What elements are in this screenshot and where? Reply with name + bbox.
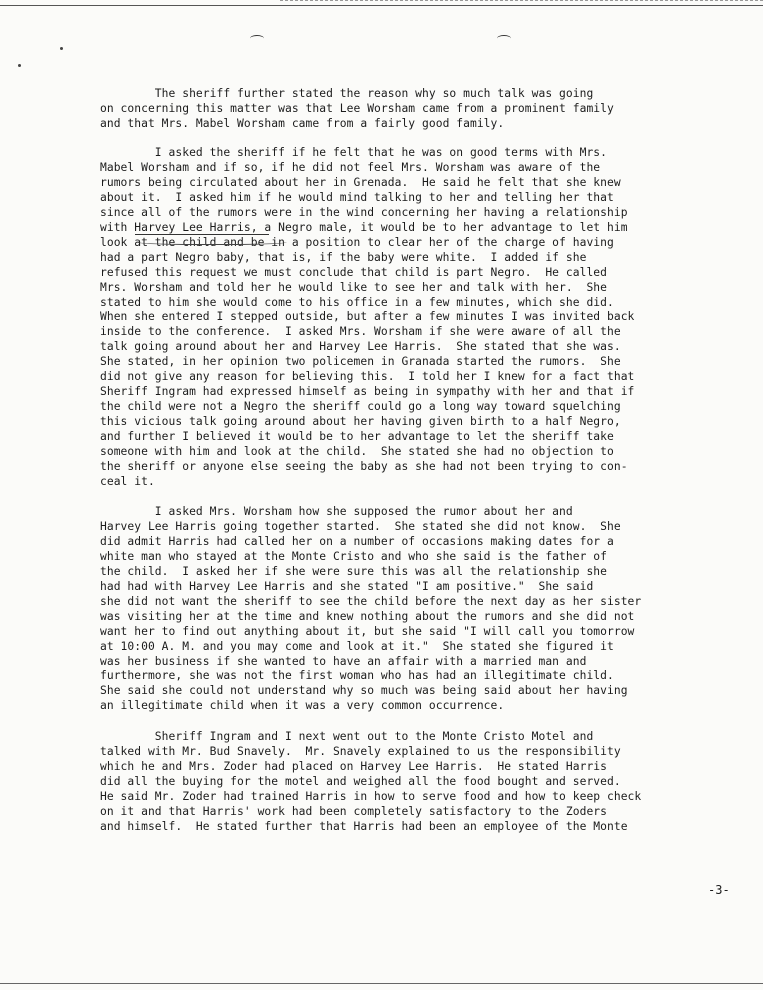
handwritten-underline <box>135 234 269 235</box>
page-number: -3- <box>708 883 730 897</box>
handwritten-strike-mark <box>137 238 287 245</box>
paragraph-2: I asked the sheriff if he felt that he was on good terms with Mrs. Mabel Worsham and if so, if he did not feel Mrs. Worsham was aware of the rumors being circulated about her in Grenada. He said he felt that she knew about it. I asked him if he would mind talking to her and telling her that since all of the rumors were in the wind concerning her having a relationship with Harvey Lee Harris, a Negro male, it would be to her advantage to let him look at the child and be in a position to clear her of the charge of having had a part Negro baby, that is, if the baby were white. I added if she refused this request we must conclude that child is part Negro. He called Mrs. Worsham and told her he would like to see her and talk with her. She stated to him she would come to his office in a few minutes, which she did. When she entered I stepped outside, but after a few minutes I was invited back inside to the conference. I asked Mrs. Worsham if she were aware of all the talk going around about her and Harvey Lee Harris. She stated that she was. She stated, in her opinion two policemen in Granada started the rumors. She did not give any reason for believing this. I told her I knew for a fact that Sheriff Ingram had expressed himself as being in sympathy with her and that if the child were not a Negro the sheriff could go a long way toward squelching this vicious talk going around about her having given birth to a half Negro, and further I believed it would be to her advantage to let the sheriff take someone with him and look at the child. She stated she had no objection to the sheriff or anyone else seeing the baby as she had not been trying to con- ceal it. <box>100 146 635 488</box>
top-border-line <box>0 5 763 6</box>
bottom-border-line <box>0 983 763 984</box>
paragraph-3: I asked Mrs. Worsham how she supposed the rumor about her and Harvey Lee Harris going together started. She stated she did not know. She did admit Harris had called her on a number of occasions making dates for a white man who stayed at the Monte Cristo and who she said is the father of the child. I asked her if she were sure this was all the relationship she had had with Harvey Lee Harris and she stated "I am positive." She said she did not want the sheriff to see the child before the next day as her sister was visiting her at the time and knew nothing about the rumors and she did not want her to find out anything about it, but she said "I will call you tomorrow at 10:00 A. M. and you may come and look at it." She stated she figured it was her business if she wanted to have an affair with a married man and furthermore, she was not the first woman who has had an illegitimate child. She said she could not understand why so much was being said about her having an illegitimate child when it was a very common occurrence. <box>100 505 642 713</box>
scan-mark-right <box>497 35 511 42</box>
scan-speck <box>18 64 21 67</box>
top-dashed-line <box>280 0 763 1</box>
scan-mark-left <box>250 35 264 42</box>
paragraph-1: The sheriff further stated the reason why so much talk was going on concerning this matter was that Lee Worsham came from a prominent family and that Mrs. Mabel Worsham came from a fairly good family. <box>100 87 614 130</box>
scan-speck <box>60 47 63 50</box>
paragraph-4: Sheriff Ingram and I next went out to the Monte Cristo Motel and talked with Mr. Bud Snavely. Mr. Snavely explained to us the responsibility which he and Mrs. Zoder had placed on Harvey Lee Harris. He stated Harris did all the buying for the motel and weighed all the food bought and served. He said Mr. Zoder had trained Harris in how to serve food and how to keep check on it and that Harris' work had been completely satisfactory to the Zoders and himself. He stated further that Harris had been an employee of the Monte <box>100 730 642 833</box>
